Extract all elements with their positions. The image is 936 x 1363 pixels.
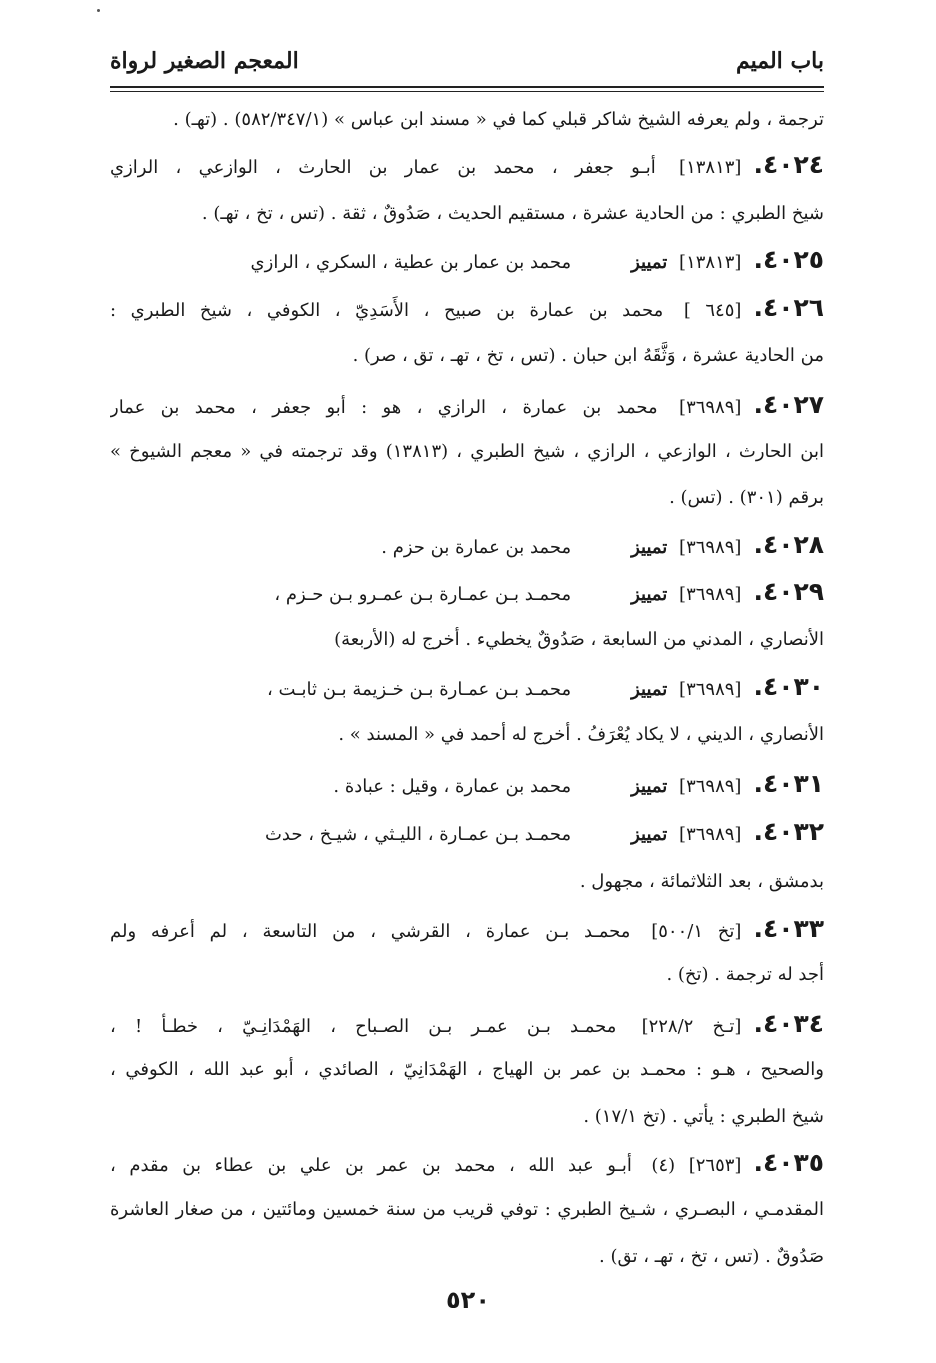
entry-number: ٤٠٣٠. — [753, 672, 824, 701]
entry-ref: [تخ ٥٠٠/١] — [651, 921, 742, 942]
tamyiz-tag: تمييز — [631, 537, 668, 558]
text-line — [110, 1237, 824, 1277]
entry-4024 — [110, 145, 824, 185]
text-line — [110, 432, 824, 472]
line-text: من الحادية عشرة ، وَثَّقَهُ ابن حبان . (تس ، تخ ، تهـ ، تق ، صر) . — [352, 345, 824, 366]
entry-text: محمـد بـن عمـارة بـن عمـرو بـن حـزم ، — [274, 584, 572, 605]
entry-ref: [تـخ ٢٢٨/٢] — [641, 1016, 742, 1037]
entry-ref: [٣٦٩٨٩] — [679, 679, 742, 700]
entry-text: محمد بن عمارة بن حزم . — [381, 537, 572, 558]
line-text: بدمشق ، بعد الثلاثمائة ، مجهول . — [579, 871, 824, 892]
entry-4028 — [110, 525, 824, 565]
text-line — [110, 1050, 824, 1090]
entry-ref: [٣٦٩٨٩] — [679, 776, 742, 797]
entry-ref: [٣٦٩٨٩] — [679, 824, 742, 845]
entry-4027 — [110, 385, 824, 425]
text-line — [110, 955, 824, 995]
entry-4030 — [110, 667, 824, 707]
line-text: والصحيح ، هـو : محمـد بن عمر بن الهياج ، الهَمْدَانِيّ ، الصائدي ، أبو عبد الله ، الكوفي ، — [110, 1059, 824, 1080]
text-line — [110, 1190, 824, 1230]
header-rule — [110, 86, 824, 88]
entry-ref: [٢٦٥٣] (٤) — [651, 1155, 742, 1176]
entry-text: أبـو عبد الله ، محمد بن عمر بن علي بن عطاء بن مقدم ، — [110, 1155, 632, 1176]
line-text: الأنصاري ، الديني ، لا يكاد يُعْرَفُ . أخرج له أحمد في « المسند » . — [338, 724, 824, 745]
entry-number: ٤٠٣٢. — [753, 817, 824, 846]
line-text: ترجمة ، ولم يعرفه الشيخ شاكر قبلي كما في « مسند ابن عباس » (٥٨٢/٣٤٧/١) . (تهـ) . — [173, 109, 824, 130]
entry-number: ٤٠٢٥. — [753, 245, 824, 274]
line-text: صَدُوقٌ . (تس ، تخ ، تهـ ، تق) . — [599, 1246, 824, 1267]
entry-4031 — [110, 764, 824, 804]
entry-4029 — [110, 572, 824, 612]
entry-ref: [٣٦٩٨٩] — [679, 584, 742, 605]
entry-number: ٤٠٢٨. — [753, 530, 824, 559]
line-text: برقم (٣٠١) . (تس) . — [669, 487, 824, 508]
entry-number: ٤٠٣١. — [753, 769, 824, 798]
tamyiz-tag: تمييز — [631, 584, 668, 605]
entry-number: ٤٠٣٥. — [753, 1148, 824, 1177]
text-line — [110, 336, 824, 376]
tamyiz-tag: تمييز — [631, 679, 668, 700]
chapter-title: باب الميم — [735, 48, 824, 74]
line-text: شيخ الطبري : يأتي . (تخ ١٧/١) . — [583, 1106, 824, 1127]
entry-number: ٤٠٢٧. — [753, 390, 824, 419]
entry-4026 — [110, 288, 824, 328]
entry-number: ٤٠٢٩. — [753, 577, 824, 606]
text-line — [110, 715, 824, 755]
text-line — [110, 862, 824, 902]
entry-4033 — [110, 909, 824, 949]
entry-4025 — [110, 240, 824, 280]
line-text: ابن الحارث ، الوازعي ، الرازي ، شيخ الطبري ، (١٣٨١٣) وقد ترجمته في « معجم الشيوخ » — [110, 441, 824, 462]
entry-text: محمـد بـن عمارة ، القرشي ، من التاسعة ، لم أعرفه ولم — [110, 921, 631, 942]
entry-text: محمد بن عمارة بن صبيح ، الأَسَدِيّ ، الكوفي ، شيخ الطبري : — [110, 300, 664, 321]
scan-speck — [97, 9, 100, 12]
entry-4035 — [110, 1143, 824, 1183]
page-number: ٥٢٠ — [446, 1286, 490, 1314]
text-line — [110, 478, 824, 518]
entry-ref: [٣٦٩٨٩] — [679, 537, 742, 558]
text-line — [110, 100, 824, 140]
entry-number: ٤٠٢٦. — [753, 293, 824, 322]
tamyiz-tag: تمييز — [631, 824, 668, 845]
entry-4032 — [110, 812, 824, 852]
entry-number: ٤٠٢٤. — [753, 150, 824, 179]
line-text: أجد له ترجمة . (تخ) . — [666, 964, 824, 985]
text-line — [110, 194, 824, 234]
tamyiz-tag: تمييز — [631, 252, 668, 273]
entry-number: ٤٠٣٣. — [753, 914, 824, 943]
entry-4034 — [110, 1004, 824, 1044]
entry-text: أبـو جعفر ، محمد بن عمار بن الحارث ، الوازعي ، الرازي — [110, 157, 656, 178]
tamyiz-tag: تمييز — [631, 776, 668, 797]
entry-text: محمـد بـن عمـارة ، الليـثي ، شيـخ ، حدث — [264, 824, 572, 845]
entry-text: محمد بن عمارة ، الرازي ، هو : أبو جعفر ، محمد بن عمار — [110, 397, 658, 418]
book-title: المعجم الصغير لرواة — [110, 48, 299, 74]
header-rule-thin — [110, 91, 824, 92]
entry-text: محمد بن عمار بن عطية ، السكري ، الرازي — [250, 252, 572, 273]
entry-text: محمـد بـن عمـارة بـن خـزيمة بـن ثابـت ، — [267, 679, 572, 700]
line-text: المقدمـي ، البصـري ، شـيخ الطبري : توفي قريب من سنة خمسين ومائتين ، من صغار العاشرة — [110, 1199, 824, 1220]
entry-number: ٤٠٣٤. — [753, 1009, 824, 1038]
entry-ref: [٣٦٩٨٩] — [679, 397, 742, 418]
entry-ref: [١٣٨١٣] — [679, 252, 742, 273]
entry-text: محمـد بـن عمـر بـن الصـباح ، الهَمْدَانِـيّ ، خطـأ ! ، — [110, 1016, 617, 1037]
text-line — [110, 1097, 824, 1137]
line-text: الأنصاري ، المدني من السابعة ، صَدُوقٌ يخطيء . أخرج له (الأربعة) — [334, 629, 824, 650]
entry-ref: [٦٤٥ ] — [683, 300, 742, 321]
text-line — [110, 620, 824, 660]
running-header — [110, 42, 824, 88]
line-text: شيخ الطبري : من الحادية عشرة ، مستقيم الحديث ، صَدُوقٌ ، ثقة . (تس ، تخ ، تهـ) . — [201, 203, 824, 224]
entry-ref: [١٣٨١٣] — [679, 157, 742, 178]
entry-text: محمد بن عمارة ، وقيل : عبادة . — [333, 776, 572, 797]
